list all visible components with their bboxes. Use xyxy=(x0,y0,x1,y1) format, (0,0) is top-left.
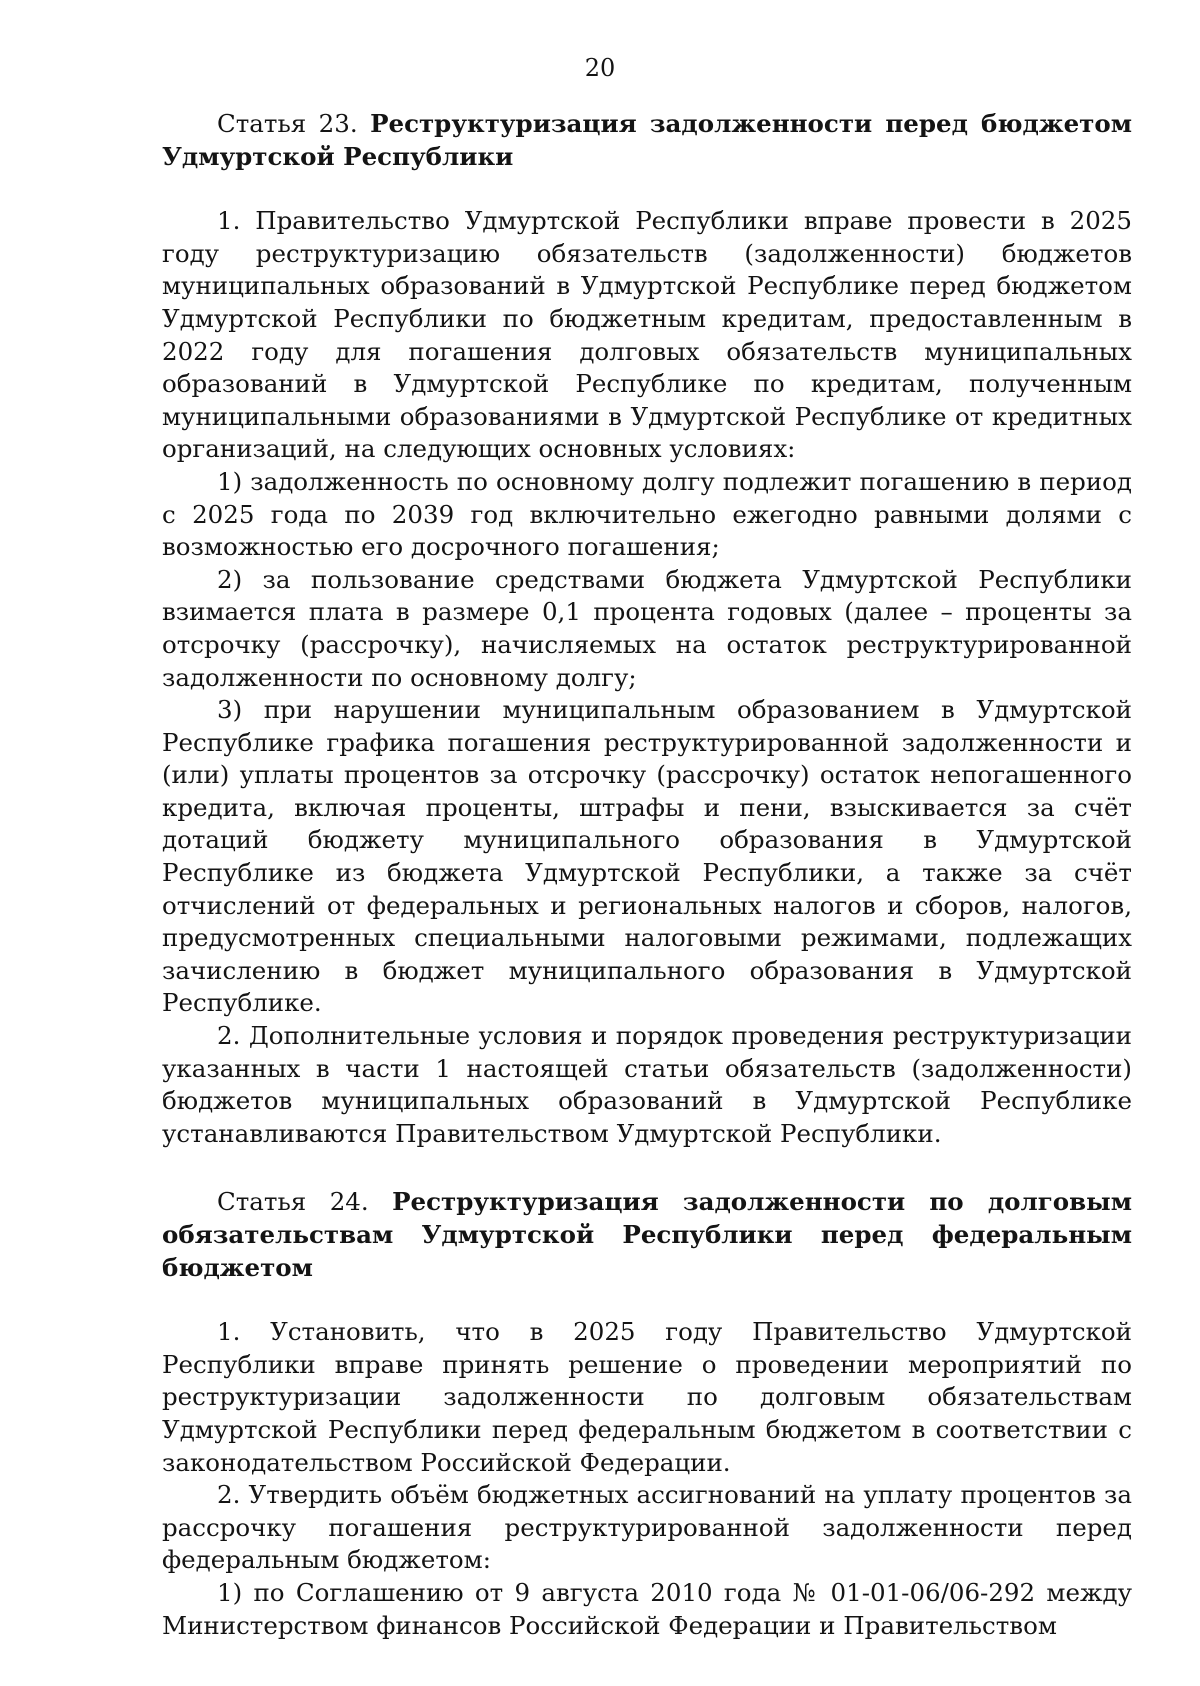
paragraph: 1) по Соглашению от 9 августа 2010 года № 01-01-06/06-292 между Министерством финансов Российской Федерации и Правительством xyxy=(162,1577,1132,1640)
page-number: 20 xyxy=(584,54,616,82)
paragraph: 1. Правительство Удмуртской Республики вправе провести в 2025 году реструктуризацию обязательств (задолженности) бюджетов муниципальных образований в Удмуртской Республике перед бюджетом Удмуртской Республики по бюджетным кредитам, предоставленным в 2022 году для погашения долговых обязательств муниципальных образований в Удмуртской Республике по кредитам, полученным муниципальными образованиями в Удмуртской Республике от кредитных организаций, на следующих основных условиях: xyxy=(162,206,1132,464)
article-heading: Реструктуризация задолженности по долговым обязательствам Удмуртской Республики перед федеральным бюджетом xyxy=(162,1187,1132,1282)
paragraph: 2. Утвердить объём бюджетных ассигнований на уплату процентов за рассрочку погашения реструктурированной задолженности перед федеральным бюджетом: xyxy=(162,1480,1132,1575)
article-heading: Реструктуризация задолженности перед бюджетом Удмуртской Республики xyxy=(162,109,1132,171)
article-24 xyxy=(162,1186,1132,1642)
paragraph: 1) задолженность по основному долгу подлежит погашению в период с 2025 года по 2039 год включительно ежегодно равными долями с возможностью его досрочного погашения; xyxy=(162,466,1132,562)
paragraph: 2) за пользование средствами бюджета Удмуртской Республики взимается плата в размере 0,1 процента годовых (далее – проценты за отсрочку (рассрочку), начисляемых на остаток реструктурированной задолженности по основному долгу; xyxy=(162,564,1132,692)
paragraph: 2. Дополнительные условия и порядок проведения реструктуризации указанных в части 1 настоящей статьи обязательств (задолженности) бюджетов муниципальных образований в Удмуртской Республике устанавливаются Правительством Удмуртской Республики. xyxy=(162,1021,1132,1148)
article-23 xyxy=(162,108,1132,1150)
article-label: Статья 23. xyxy=(217,109,358,138)
article-title xyxy=(162,1186,1132,1284)
paragraph: 3) при нарушении муниципальным образованием в Удмуртской Республике графика погашения реструктурированной задолженности и (или) уплаты процентов за отсрочку (рассрочку) остаток непогашенного кредита, включая проценты, штрафы и пени, взыскивается за счёт дотаций бюджету муниципального образования в Удмуртской Республике из бюджета Удмуртской Республики, а также за счёт отчислений от федеральных и региональных налогов и сборов, налогов, предусмотренных специальными налоговыми режимами, подлежащих зачислению в бюджет муниципального образования в Удмуртской Республике. xyxy=(162,695,1132,1018)
paragraph: 1. Установить, что в 2025 году Правительство Удмуртской Республики вправе принять решение о проведении мероприятий по реструктуризации задолженности по долговым обязательствам Удмуртской Республики перед федеральным бюджетом в соответствии с законодательством Российской Федерации. xyxy=(162,1317,1132,1477)
article-title xyxy=(162,108,1132,173)
document-body xyxy=(162,108,1132,1642)
article-label: Статья 24. xyxy=(217,1187,369,1217)
